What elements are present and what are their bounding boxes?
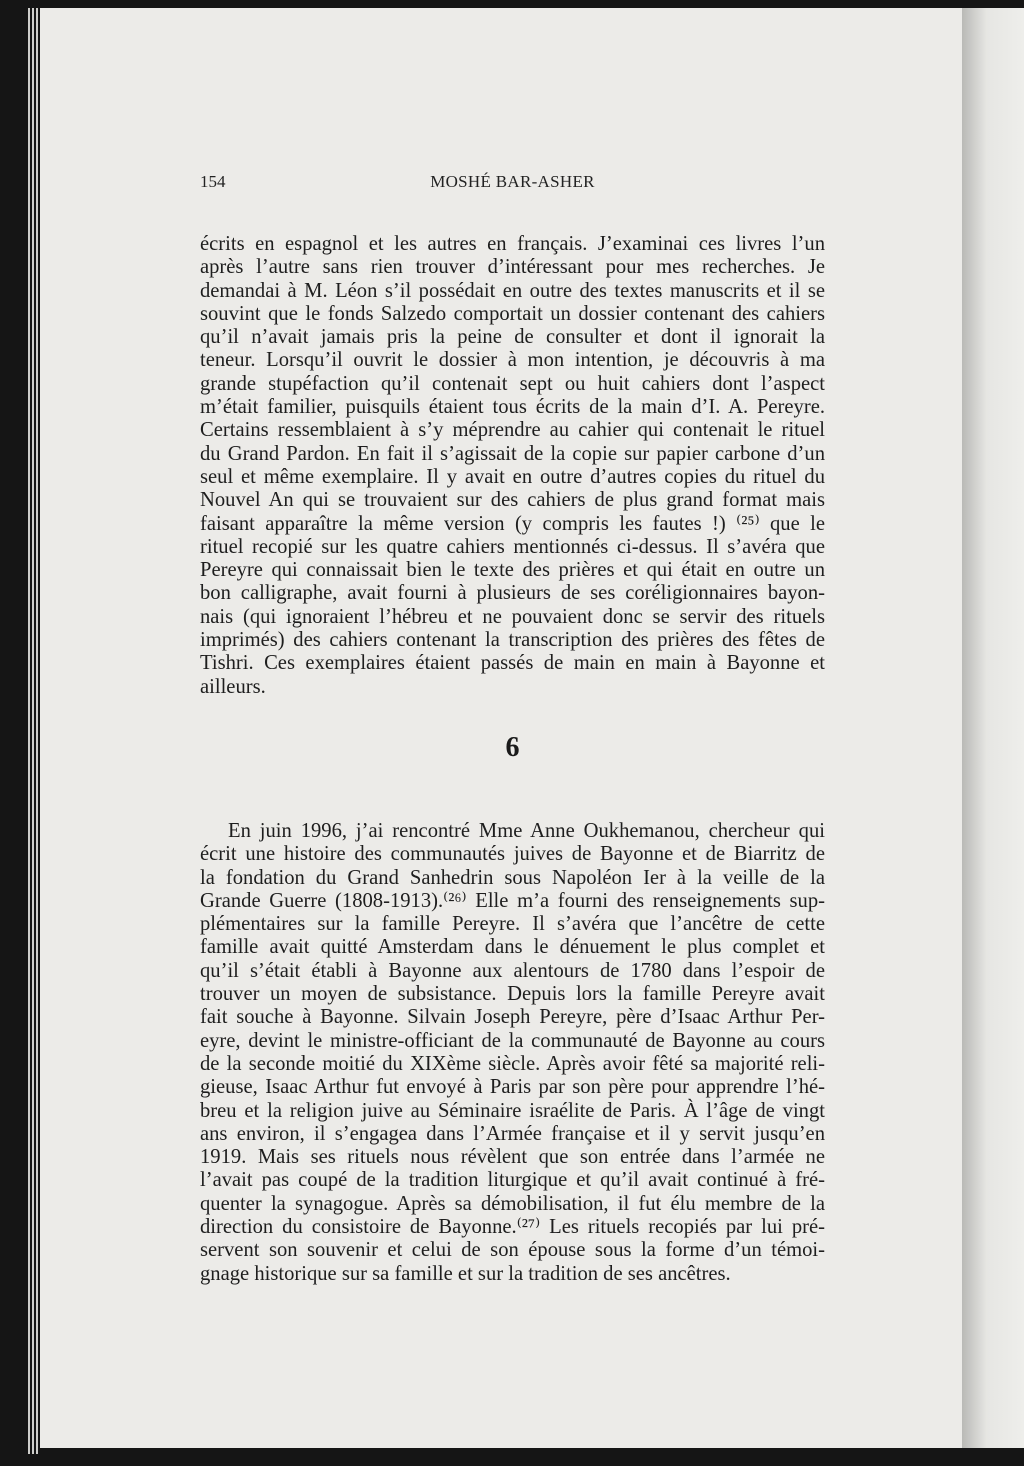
text-line: breu et la religion juive au Séminaire israélite de Paris. À l’âge de vingt bbox=[200, 1099, 825, 1122]
text-line: gnage historique sur sa famille et sur la tradition de ses ancêtres. bbox=[200, 1262, 731, 1285]
text-line: ailleurs. bbox=[200, 675, 266, 698]
text-line: bon calligraphe, avait fourni à plusieurs de ses coréligionnaires bayon- bbox=[200, 582, 825, 605]
text-line: servent son souvenir et celui de son épouse sous la forme d’un témoi- bbox=[200, 1239, 825, 1262]
text-line: gieuse, Isaac Arthur fut envoyé à Paris par son père pour apprendre l’hé- bbox=[200, 1076, 825, 1099]
page-header bbox=[200, 172, 825, 196]
text-line: écrit une histoire des communautés juives de Bayonne et de Biarritz de bbox=[200, 843, 825, 866]
text-line: imprimés) des cahiers contenant la transcription des prières des fêtes de bbox=[200, 629, 825, 652]
text-line: seul et même exemplaire. Il y avait en outre d’autres copies du rituel du bbox=[200, 465, 825, 488]
page-edge bbox=[36, 8, 38, 1454]
text-line: Pereyre qui connaissait bien le texte des prières et qui était en outre un bbox=[200, 559, 825, 582]
text-line: En juin 1996, j’ai rencontré Mme Anne Oukhemanou, chercheur qui bbox=[228, 820, 825, 842]
paragraph-1 bbox=[200, 233, 825, 699]
text-line: Certains ressemblaient à s’y méprendre au cahier qui contenait le rituel bbox=[200, 419, 825, 442]
text-line: qu’il n’avait jamais pris la peine de consulter et dont il ignorait la bbox=[200, 326, 825, 349]
text-line: trouver un moyen de subsistance. Depuis lors la famille Pereyre avait bbox=[200, 983, 825, 1006]
facing-page-edge bbox=[962, 8, 1024, 1448]
text-line: faisant apparaître la même version (y compris les fautes !) ⁽²⁵⁾ que le bbox=[200, 512, 825, 535]
page-edge bbox=[28, 8, 30, 1454]
text-line: quenter la synagogue. Après sa démobilisation, il fut élu membre de la bbox=[200, 1192, 825, 1215]
text-line: souvint que le fonds Salzedo comportait un dossier contenant des cahiers bbox=[200, 302, 825, 325]
text-line: eyre, devint le ministre-officiant de la communauté de Bayonne au cours bbox=[200, 1029, 825, 1052]
section-number: 6 bbox=[505, 732, 520, 763]
text-line: rituel recopié sur les quatre cahiers mentionnés ci-dessus. Il s’avéra que bbox=[200, 535, 825, 558]
text-line: après l’autre sans rien trouver d’intéressant pour mes recherches. Je bbox=[200, 256, 825, 279]
text-line: ans environ, il s’engagea dans l’Armée française et il y servit jusqu’en bbox=[200, 1122, 825, 1145]
text-line: grande stupéfaction qu’il contenait sept ou huit cahiers dont l’aspect bbox=[200, 372, 825, 395]
page-edge bbox=[32, 8, 34, 1454]
text-line: l’avait pas coupé de la tradition liturgique et qu’il avait continué à fré- bbox=[200, 1169, 825, 1192]
text-line: Tishri. Ces exemplaires étaient passés de main en main à Bayonne et bbox=[200, 652, 825, 675]
text-line: plémentaires sur la famille Pereyre. Il s’avéra que l’ancêtre de cette bbox=[200, 913, 825, 936]
text-line: de la seconde moitié du XIXème siècle. Après avoir fêté sa majorité reli- bbox=[200, 1052, 825, 1075]
text-line: fait souche à Bayonne. Silvain Joseph Pereyre, père d’Isaac Arthur Per- bbox=[200, 1006, 825, 1029]
text-line: nais (qui ignoraient l’hébreu et ne pouvaient donc se servir des rituels bbox=[200, 605, 825, 628]
running-head: MOSHÉ BAR-ASHER bbox=[430, 172, 595, 191]
text-line: qu’il s’était établi à Bayonne aux alentours de 1780 dans l’espoir de bbox=[200, 959, 825, 982]
text-line: du Grand Pardon. En fait il s’agissait de la copie sur papier carbone d’un bbox=[200, 442, 825, 465]
text-line: direction du consistoire de Bayonne.⁽²⁷⁾ Les rituels recopiés par lui pré- bbox=[200, 1216, 825, 1239]
text-line: écrits en espagnol et les autres en français. J’examinai ces livres l’un bbox=[200, 233, 825, 255]
text-line: famille avait quitté Amsterdam dans le dénuement le plus complet et bbox=[200, 936, 825, 959]
paragraph-2 bbox=[200, 820, 825, 1286]
text-line: Grande Guerre (1808-1913).⁽²⁶⁾ Elle m’a fourni des renseignements sup- bbox=[200, 889, 825, 912]
text-line: teneur. Lorsqu’il ouvrit le dossier à mon intention, je découvris à ma bbox=[200, 349, 825, 372]
text-line: 1919. Mais ses rituels nous révèlent que son entrée dans l’armée ne bbox=[200, 1146, 825, 1169]
text-line: Nouvel An qui se trouvaient sur des cahiers de plus grand format mais bbox=[200, 489, 825, 512]
text-line: demandai à M. Léon s’il possédait en outre des textes manuscrits et il se bbox=[200, 279, 825, 302]
text-line: m’était familier, puisquils étaient tous écrits de la main d’I. A. Pereyre. bbox=[200, 396, 825, 419]
page-number: 154 bbox=[200, 172, 226, 191]
text-line: la fondation du Grand Sanhedrin sous Napoléon Ier à la veille de la bbox=[200, 866, 825, 889]
